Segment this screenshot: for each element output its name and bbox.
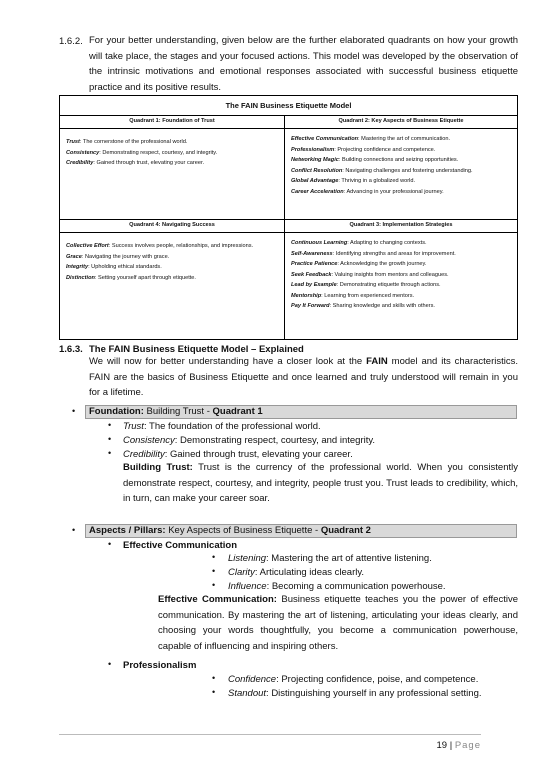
quadrant-item-term: Networking Magic [291, 157, 339, 163]
bullet-icon: • [72, 406, 76, 416]
summary-term: Effective Communication: [158, 594, 277, 605]
quadrant-item-desc: : Mastering the art of communication. [358, 136, 451, 142]
quadrant-item-term: Collective Effort [66, 243, 109, 249]
section-1-6-3-heading: The FAIN Business Etiquette Model – Explained [89, 344, 304, 355]
quadrant-item [66, 137, 278, 148]
quadrant-item [66, 241, 278, 252]
prof-item [228, 688, 482, 699]
section-1-6-3-intro [89, 354, 518, 401]
quadrant-item-desc: : Identifying strengths and areas for improvement. [332, 250, 456, 257]
professionalism-title: Professionalism [123, 660, 197, 671]
ec-summary [158, 592, 518, 654]
quadrant-item-term: Pay It Forward [291, 303, 330, 309]
item-desc: : Demonstrating respect, courtesy, and integrity. [174, 435, 376, 446]
quadrant-item-desc: : Demonstrating respect, courtesy, and integrity. [99, 149, 218, 156]
ec-item [228, 581, 446, 592]
quadrant-item-term: Effective Communication [291, 136, 359, 142]
item-term: Credibility [123, 449, 165, 460]
summary-text: Business etiquette teaches you the power of effective communication. By mastering the art of listening, articulating your ideas clearly, and choosing your words thoughtfully, you become a communication powerhouse, capable of influencing and inspiring others. [158, 594, 518, 652]
page-number: 19 [436, 740, 448, 751]
item-desc: : Projecting confidence, poise, and competence. [276, 674, 479, 685]
quadrant-item [291, 145, 511, 156]
quadrant-4-heading: Quadrant 4: Navigating Success [60, 219, 284, 233]
aspects-label: Aspects / Pillars: [89, 525, 166, 536]
quadrant-item-term: Integrity [66, 264, 89, 270]
quadrant-item [291, 238, 511, 249]
quadrant-item [291, 270, 511, 281]
quadrant-item-desc: : Setting yourself apart through etiquette. [94, 274, 196, 281]
section-number-1-6-3: 1.6.3. [59, 344, 83, 355]
quadrant-item-term: Trust [66, 139, 80, 145]
aspects-rest: Key Aspects of Business Etiquette - [165, 525, 321, 536]
quadrant-item-desc: : The cornerstone of the professional world. [79, 139, 188, 145]
foundation-highlight [85, 405, 517, 419]
quadrant-2-items [285, 129, 517, 197]
section-number-1-6-2: 1.6.2. [59, 36, 83, 47]
bullet-icon: • [212, 580, 216, 590]
fain-model-table [59, 95, 518, 340]
quadrant-item [291, 249, 511, 260]
quadrant-item [66, 158, 278, 169]
quadrant-item-term: Credibility [66, 160, 94, 166]
quadrant-item [291, 176, 511, 187]
quadrant-item [291, 166, 511, 177]
item-desc: : Articulating ideas clearly. [254, 567, 365, 578]
quadrant-item [66, 273, 278, 284]
foundation-item [123, 421, 321, 432]
foundation-rest: Building Trust - [143, 406, 213, 417]
quadrant-4-items [60, 233, 284, 283]
quadrant-item [291, 280, 511, 291]
item-desc: : Mastering the art of attentive listening. [266, 553, 432, 564]
aspects-quadrant: Quadrant 2 [320, 525, 371, 536]
quadrant-3-items [285, 233, 517, 312]
quadrant-item-desc: : Projecting confidence and competence. [334, 146, 436, 153]
foundation-label: Foundation: [89, 406, 144, 417]
quadrant-item-desc: : Success involves people, relationships, and impressions. [108, 243, 254, 249]
bullet-icon: • [212, 687, 216, 697]
effective-communication-title: Effective Communication [123, 540, 238, 551]
quadrant-3-cell [285, 219, 517, 339]
page-footer [436, 740, 481, 751]
page-word: Page [454, 740, 481, 751]
item-desc: : Gained through trust, elevating your career. [164, 449, 353, 460]
quadrant-item-desc: : Upholding ethical standards. [88, 264, 162, 270]
foundation-quadrant: Quadrant 1 [212, 406, 263, 417]
quadrant-item-desc: : Gained through trust, elevating your career. [93, 160, 205, 166]
quadrant-item-term: Career Acceleration [291, 188, 344, 195]
quadrant-item-term: Mentorship [291, 292, 322, 299]
item-desc: : The foundation of the professional world. [143, 421, 321, 432]
quadrant-item-term: Distinction [66, 274, 95, 281]
aspects-highlight [85, 524, 517, 538]
quadrant-item-term: Self-Awareness [291, 250, 333, 257]
quadrant-item-desc: : Valuing insights from mentors and colleagues. [331, 271, 449, 278]
quadrant-item-term: Continuous Learning [291, 240, 348, 246]
item-term: Trust [123, 421, 144, 432]
quadrant-item-desc: : Navigating the journey with grace. [81, 253, 170, 260]
bullet-icon: • [72, 525, 76, 535]
bullet-icon: • [108, 420, 112, 430]
bullet-icon: • [108, 448, 112, 458]
quadrant-item [291, 291, 511, 302]
quadrant-1-cell [60, 115, 285, 219]
bullet-icon: • [108, 434, 112, 444]
section-1-6-2-text: For your better understanding, given below are the further elaborated quadrants on how your growth will take place, the stages and your focused actions. This model was developed by the observation of the intrinsic motivations and emotional responses associated with successful business etiquette practice and its positive results. [89, 35, 518, 93]
quadrant-item-term: Lead by Example [291, 282, 337, 288]
ec-item [228, 553, 432, 564]
bullet-icon: • [212, 673, 216, 683]
table-row-bottom [60, 219, 517, 339]
quadrant-item-desc: : Learning from experienced mentors. [321, 292, 415, 299]
quadrant-item [66, 252, 278, 263]
quadrant-item-desc: : Advancing in your professional journey. [343, 188, 444, 195]
quadrant-item [291, 134, 511, 145]
quadrant-item-desc: : Acknowledging the growth journey. [337, 261, 427, 267]
quadrant-item-term: Consistency [66, 149, 100, 156]
quadrant-item [291, 187, 511, 198]
quadrant-item-desc: : Thriving in a globalized world. [338, 178, 416, 184]
item-desc: : Becoming a communication powerhouse. [266, 581, 446, 592]
table-title: The FAIN Business Etiquette Model [60, 96, 517, 116]
bullet-icon: • [108, 659, 112, 669]
item-term: Influence [228, 581, 267, 592]
quadrant-item [66, 262, 278, 273]
quadrant-item-term: Global Advantage [291, 178, 339, 184]
item-term: Confidence [228, 674, 277, 685]
foundation-summary [123, 460, 518, 507]
item-term: Standout [228, 688, 267, 699]
summary-term: Building Trust: [123, 462, 193, 473]
quadrant-item-term: Grace [66, 253, 82, 260]
quadrant-item [291, 301, 511, 312]
quadrant-item [291, 259, 511, 270]
bullet-icon: • [108, 539, 112, 549]
prof-item [228, 674, 478, 685]
quadrant-item-desc: : Navigating challenges and fostering understanding. [342, 167, 473, 174]
item-term: Listening [228, 553, 267, 564]
quadrant-item-desc: : Demonstrating etiquette through actions. [336, 282, 441, 288]
quadrant-1-heading: Quadrant 1: Foundation of Trust [60, 115, 284, 129]
quadrant-item-desc: : Building connections and seizing opportunities. [338, 157, 459, 163]
quadrant-item [291, 155, 511, 166]
table-row-top [60, 115, 517, 220]
summary-text: Trust is the currency of the professional world. When you consistently demonstrate respect, courtesy, and integrity, people trust you. Trust leads to credibility, which, in turn, can make your career soar. [123, 462, 518, 504]
intro-fain: FAIN [366, 356, 388, 367]
footer-rule [59, 734, 481, 735]
foundation-item [123, 449, 353, 460]
quadrant-item [66, 148, 278, 159]
bullet-icon: • [212, 566, 216, 576]
quadrant-4-cell [60, 219, 285, 339]
footer-separator: | [447, 740, 455, 751]
quadrant-item-term: Professionalism [291, 146, 335, 153]
intro-text-a: We will now for better understanding have a closer look at the [89, 356, 367, 367]
quadrant-item-term: Conflict Resolution [291, 167, 343, 174]
quadrant-item-desc: : Sharing knowledge and skills with others. [329, 303, 435, 309]
quadrant-1-items [60, 129, 284, 169]
item-term: Consistency [123, 435, 175, 446]
quadrant-2-heading: Quadrant 2: Key Aspects of Business Etiquette [285, 115, 517, 129]
quadrant-3-heading: Quadrant 3: Implementation Strategies [285, 219, 517, 233]
quadrant-2-cell [285, 115, 517, 219]
quadrant-item-term: Seek Feedback [291, 271, 332, 278]
quadrant-item-desc: : Adapting to changing contexts. [347, 240, 427, 246]
bullet-icon: • [212, 552, 216, 562]
item-desc: : Distinguishing yourself in any professional setting. [266, 688, 482, 699]
intro-text-b: model and its characteristics. FAIN are the basics of Business Etiquette and once learned and truly understood will remain in you for a lifetime. [89, 356, 518, 398]
ec-item [228, 567, 364, 578]
item-term: Clarity [228, 567, 255, 578]
foundation-item [123, 435, 375, 446]
quadrant-item-term: Practice Patience [291, 261, 338, 267]
